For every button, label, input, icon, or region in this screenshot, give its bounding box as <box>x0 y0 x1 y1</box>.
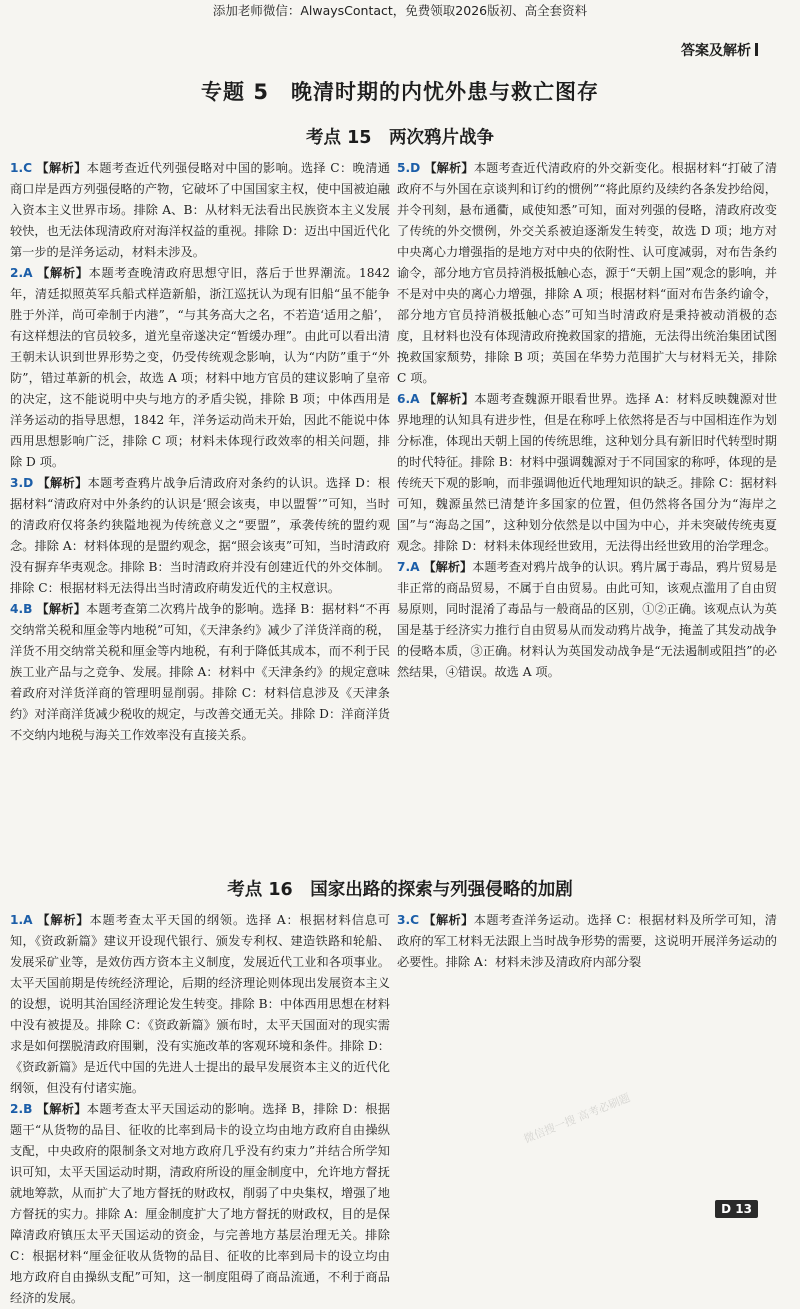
q-answer: C <box>410 913 420 927</box>
top-banner: 添加老师微信：AlwaysContact，免费领取2026版初、高全套资料 <box>212 3 588 18</box>
kp16-q1 <box>10 910 390 1099</box>
q-text: 本题考查第二次鸦片战争的影响。选择 B：据材料“不再交纳常关税和厘金等内地税”可知，《天津条约》减少了洋货洋商的税，洋货不用交纳常关税和厘金等内地税，有利于降低其成本，而不利于民族工业产品与之竞争、发展。排除 A：材料中《天津条约》的规定意味着政府对洋货洋商的管理明显削弱。排除 C：材料信息涉及《天津条约》对洋商洋货减少税收的规定，与改善交通无关。排除 D：洋商洋货不交纳内地税与海关工作效率没有直接关系。 <box>10 602 391 742</box>
q-text: 本题考查近代清政府的外交新变化。根据材料“打破了清政府不与外国在京谈判和订约的惯例”“将此原约及续约各条发抄给阅，并令刊刻，悬布通衢，咸使知悉”可知，面对列强的侵略，清政府改变了传统的外交惯例，外交关系被迫逐渐发生转变，故选 D 项；地方对中央离心力增强指的是地方对中央的依附性、认可度减弱，对布告条约谕令，部分地方官员持消极抵触心态，源于“天朝上国”观念的影响，并不是对中央的离心力增强，排除 A 项；根据材料“面对布告条约谕令，部分地方官员持消极抵触心态”可知当时清政府是秉持被动消极的态度，且材料也没有体现清政府挽救国家的措施，无法得出统治集团试图挽救国家颓势，排除 B 项；英国在华势力范围扩大与材料无关，排除 C 项。 <box>397 161 778 385</box>
section-tag <box>681 40 758 60</box>
q-answer: A <box>23 913 33 927</box>
kp16-q3 <box>397 910 777 973</box>
kp16-q2 <box>10 1099 390 1309</box>
q-tag: 【解析】 <box>423 913 474 927</box>
q-num: 1. <box>10 913 24 927</box>
kp15-right-column <box>397 158 777 862</box>
q-num: 3. <box>397 913 411 927</box>
q-text: 本题考查太平天国的纲领。选择 A：根据材料信息可知，《资政新篇》建议开设现代银行、颁发专利权、建造铁路和轮船、发展采矿业等，是效仿西方资本主义制度，发展近代工业和各项事业。太平天国前期是传统经济理论，后期的经济理论则体现出发展资本主义的设想，说明其治国经济理论发生转变。排除 B：中体西用思想在材料中没有被提及。排除 C：《资政新篇》颁布时，太平天国面对的现实需求是如何摆脱清政府围剿，没有实施改革的客观环境和条件。排除 D：《资政新篇》是近代中国的先进人士提出的最早发展资本主义的近代化纲领，但没有付诸实施。 <box>10 913 390 1095</box>
q-text: 本题考查洋务运动。选择 C：根据材料及所学可知，清政府的军工材料无法跟上当时战争形势的需要，这说明开展洋务运动的必要性。排除 A：材料未涉及清政府内部分裂 <box>397 913 777 969</box>
kp16-left-column <box>10 910 391 1305</box>
q-text: 本题考查鸦片战争后清政府对条约的认识。选择 D：根据材料“清政府对中外条约的认识是‘照会该夷，申以盟誓’”可知，当时的清政府仅将条约狭隘地视为传统意义之“要盟”，承袭传统的盟约观念。排除 A：材料体现的是盟约观念，据“照会该夷”可知，当时清政府没有摒弃华夷观念。排除 B：当时清政府并没有创建近代的外交体制。排除 C：根据材料无法得出当时清政府萌发近代的主权意识。 <box>10 476 391 595</box>
kp15-q1 <box>10 158 390 263</box>
q-tag: 【解析】 <box>36 161 87 175</box>
kp16-title: 考点 16 国家出路的探索与列强侵略的加剧 <box>227 880 573 900</box>
q-answer: B <box>23 602 33 616</box>
q-answer: C <box>23 161 33 175</box>
q-num: 4. <box>10 602 24 616</box>
kp15-q4 <box>10 599 390 746</box>
q-text: 本题考查魏源开眼看世界。选择 A：材料反映魏源对世界地理的认知具有进步性，但是在称呼上依然将是否与中国相连作为划分标准，体现出天朝上国的传统思维，这种划分具有新旧时代转型时期的时代特征。排除 B：材料中强调魏源对于不同国家的称呼，体现的是传统天下观的影响，而非强调他近代地理知识的缺乏。排除 C：据材料可知，魏源虽然已清楚许多国家的位置，但仍然将各国分为“海岸之国”与“海岛之国”，这种划分依然是以中国为中心，并未突破传统夷夏观念。排除 D：材料未体现经世致用，无法得出经世致用的治学理念。 <box>397 392 778 553</box>
section-tag-label: 答案及解析 <box>681 43 751 59</box>
q-num: 5. <box>397 161 411 175</box>
q-tag: 【解析】 <box>37 476 88 490</box>
q-answer: D <box>23 476 34 490</box>
q-tag: 【解析】 <box>37 913 90 927</box>
kp15-left-column <box>10 158 390 862</box>
q-num: 2. <box>10 266 24 280</box>
page-number: D 13 <box>715 1200 758 1218</box>
q-tag: 【解析】 <box>36 602 86 616</box>
q-answer: A <box>410 392 420 406</box>
kp15-q5 <box>397 158 777 389</box>
q-text: 本题考查近代列强侵略对中国的影响。选择 C：晚清通商口岸是西方列强侵略的产物，它破坏了中国国家主权，使中国被迫融入资本主义世界市场。排除 A、B：从材料无法看出民族资本主义发展较快，也无法体现清政府对海洋权益的重视。排除 D：迈出中国近代化第一步的是洋务运动，材料未涉及。 <box>10 161 390 259</box>
q-text: 本题考查对鸦片战争的认识。鸦片属于毒品，鸦片贸易是非正常的商品贸易，不属于自由贸易。由此可知，该观点滥用了自由贸易原则，同时混淆了毒品与一般商品的区别，①②正确。该观点认为英国是基于经济实力推行自由贸易从而发动鸦片战争，掩盖了其发动战争的侵略本质，③正确。材料认为英国发动战争是“无法遏制或阻挡”的必然结果，④错误。故选 A 项。 <box>397 560 778 679</box>
q-tag: 【解析】 <box>423 560 473 574</box>
kp16-right-column <box>397 910 777 1194</box>
kp15-q7 <box>397 557 777 683</box>
kp15-q2 <box>10 263 390 473</box>
kp15-title: 考点 15 两次鸦片战争 <box>306 128 494 148</box>
q-answer: A <box>23 266 33 280</box>
q-tag: 【解析】 <box>424 161 474 175</box>
q-num: 1. <box>10 161 24 175</box>
q-answer: A <box>410 560 420 574</box>
watermark: 微信搜一搜 高考必刷题 <box>521 1091 632 1146</box>
kp15-q6 <box>397 389 777 557</box>
q-num: 6. <box>397 392 411 406</box>
chapter-title: 专题 5 晚清时期的内忧外患与救亡图存 <box>201 80 599 104</box>
kp15-q3 <box>10 473 390 599</box>
q-answer: B <box>23 1102 33 1116</box>
q-tag: 【解析】 <box>36 1102 87 1116</box>
q-num: 2. <box>10 1102 24 1116</box>
q-num: 7. <box>397 560 411 574</box>
q-tag: 【解析】 <box>423 392 475 406</box>
q-text: 本题考查太平天国运动的影响。选择 B，排除 D：根据题干“从货物的品目、征收的比率到局卡的设立均由地方政府自由操纵支配，中央政府的限制条文对地方政府几乎没有约束力”并结合所学知识可知，太平天国运动时期，清政府所设的厘金制度中，允许地方督抚就地筹款，从而扩大了地方督抚的财政权，削弱了中央集权，增强了地方督抚的实力。排除 A：厘金制度扩大了地方督抚的财政权，目的是保障清政府镇压太平天国运动的资金，与完善地方基层治理无关。排除 C：根据材料“厘金征收从货物的品目、征收的比率到局卡的设立均由地方政府自由操纵支配”可知，这一制度阻碍了商品流通，不利于商品经济的发展。 <box>10 1102 391 1305</box>
q-text: 本题考查晚清政府思想守旧，落后于世界潮流。1842 年，清廷拟照英军兵船式样造新船，浙江巡抚认为现有旧船“虽不能争胜于外洋，尚可牵制于内港”，“与其务高大之名，不若造‘适用之船’，有这样想法的官员较多，道光皇帝遂决定“暂缓办理”。由此可以看出清王朝未认识到世界形势之变，仍受传统观念影响，认为“内防”重于“外防”，错过革新的机会，故选 A 项；材料中地方官员的建议影响了皇帝的决定，这不能说明中央与地方的矛盾尖锐，排除 B 项；中体西用是洋务运动的指导思想，1842 年，洋务运动尚未开始，因此不能说中体西用思想影响广泛，排除 C 项；材料未体现行政效率的相关问题，排除 D 项。 <box>10 266 390 469</box>
section-tag-bar <box>755 43 758 56</box>
q-num: 3. <box>10 476 24 490</box>
q-tag: 【解析】 <box>37 266 89 280</box>
q-answer: D <box>410 161 421 175</box>
